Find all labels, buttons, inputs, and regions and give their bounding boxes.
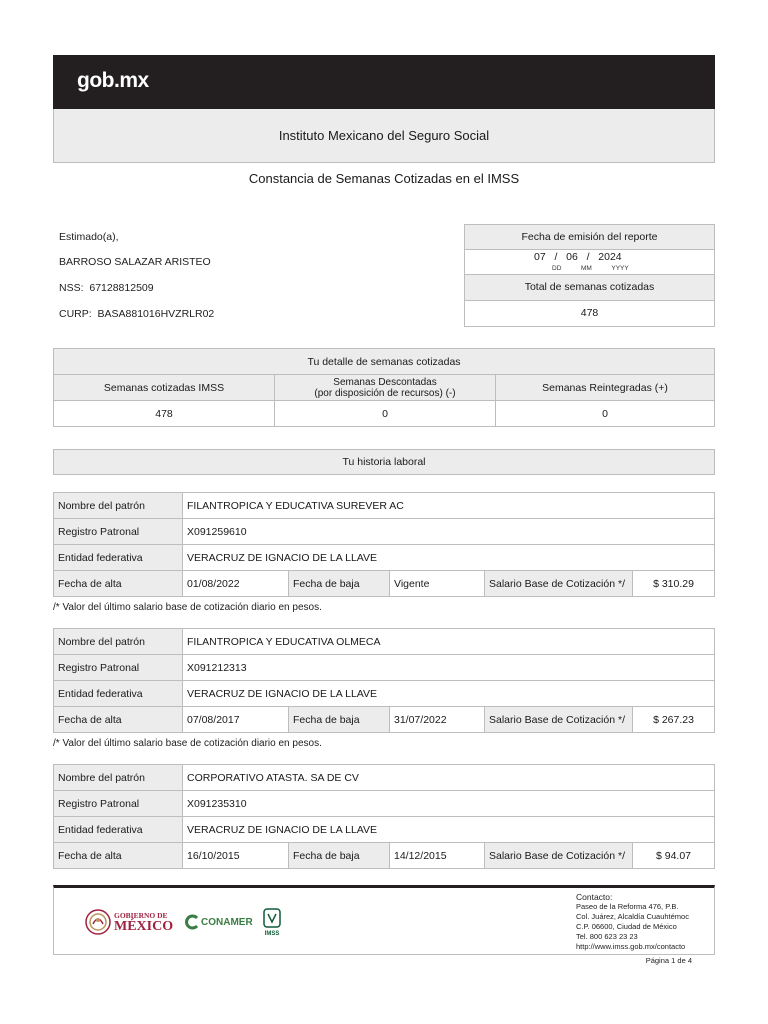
col-weeks-reinstated: Semanas Reintegradas (+) <box>496 375 715 401</box>
registry-label: Registro Patronal <box>54 519 183 545</box>
employer-label: Nombre del patrón <box>54 493 183 519</box>
state-value: VERACRUZ DE IGNACIO DE LA LLAVE <box>183 817 715 843</box>
day-format: DD <box>552 265 562 272</box>
report-day: 07 <box>534 251 546 263</box>
col-weeks-imss: Semanas cotizadas IMSS <box>54 375 275 401</box>
gobierno-mexico-logo <box>84 908 174 941</box>
contact-line: Tel. 800 623 23 23 <box>576 932 638 941</box>
total-weeks-label: Total de semanas cotizadas <box>465 275 714 301</box>
contact-line: Paseo de la Reforma 476, P.B. <box>576 902 679 911</box>
salary-note: /* Valor del último salario base de cotización diario en pesos. <box>53 738 322 749</box>
registry-label: Registro Patronal <box>54 655 183 681</box>
state-value: VERACRUZ DE IGNACIO DE LA LLAVE <box>183 681 715 707</box>
start-date-value: 07/08/2017 <box>183 707 289 733</box>
gobmx-header <box>53 55 715 109</box>
total-weeks-value: 478 <box>580 307 599 319</box>
state-label: Entidad federativa <box>54 681 183 707</box>
conamer-icon <box>184 914 200 930</box>
salary-note: /* Valor del último salario base de cotización diario en pesos. <box>53 602 322 613</box>
col-discounted-line2: (por disposición de recursos) (-) <box>314 387 456 399</box>
salary-label: Salario Base de Cotización */ <box>485 571 633 597</box>
gobierno-line2: MÉXICO <box>114 919 174 934</box>
weeks-discounted-value: 0 <box>275 401 496 427</box>
registry-value: X091235310 <box>183 791 715 817</box>
document-title: Constancia de Semanas Cotizadas en el IMSS <box>248 171 520 186</box>
end-date-label: Fecha de baja <box>289 843 390 869</box>
salary-value: $ 267.23 <box>633 707 715 733</box>
employer-value: FILANTROPICA Y EDUCATIVA OLMECA <box>183 629 715 655</box>
conamer-text: CONAMER <box>201 916 253 928</box>
weeks-reinstated-value: 0 <box>496 401 715 427</box>
nss-label: NSS: <box>59 282 84 294</box>
start-date-label: Fecha de alta <box>54 707 183 733</box>
recipient-name: BARROSO SALAZAR ARISTEO <box>59 256 211 268</box>
report-box <box>464 224 715 327</box>
salary-label: Salario Base de Cotización */ <box>485 707 633 733</box>
nss-value: 67128812509 <box>89 282 154 294</box>
weeks-detail-table <box>53 348 715 427</box>
contact-link[interactable]: http://www.imss.gob.mx/contacto <box>576 942 686 951</box>
curp-value: BASA881016HVZRLR02 <box>97 308 215 320</box>
employer-label: Nombre del patrón <box>54 629 183 655</box>
nss-line <box>59 282 154 294</box>
curp-label: CURP: <box>59 308 92 320</box>
state-value: VERACRUZ DE IGNACIO DE LA LLAVE <box>183 545 715 571</box>
state-label: Entidad federativa <box>54 545 183 571</box>
end-date-value: 14/12/2015 <box>390 843 485 869</box>
contact-line: C.P. 06600, Ciudad de México <box>576 922 677 931</box>
gobierno-line1: GOBIERNO DE <box>114 911 168 920</box>
end-date-value: Vigente <box>390 571 485 597</box>
salary-value: $ 94.07 <box>633 843 715 869</box>
work-history-title: Tu historia laboral <box>53 449 715 475</box>
employer-value: CORPORATIVO ATASTA. SA DE CV <box>183 765 715 791</box>
registry-label: Registro Patronal <box>54 791 183 817</box>
report-date <box>465 250 714 275</box>
registry-value: X091259610 <box>183 519 715 545</box>
start-date-value: 16/10/2015 <box>183 843 289 869</box>
state-label: Entidad federativa <box>54 817 183 843</box>
gobmx-logo[interactable] <box>77 69 149 93</box>
institute-name: Instituto Mexicano del Seguro Social <box>278 128 490 143</box>
end-date-label: Fecha de baja <box>289 571 390 597</box>
imss-eagle-icon <box>262 908 282 928</box>
job-table <box>53 492 715 597</box>
col-discounted-line1: Semanas Descontadas <box>333 376 437 388</box>
salary-value: $ 310.29 <box>633 571 715 597</box>
end-date-label: Fecha de baja <box>289 707 390 733</box>
report-month: 06 <box>566 251 578 263</box>
report-date-format <box>552 265 629 272</box>
year-format: YYYY <box>611 265 629 272</box>
col-weeks-discounted <box>275 375 496 401</box>
start-date-label: Fecha de alta <box>54 843 183 869</box>
report-date-label: Fecha de emisión del reporte <box>465 225 714 250</box>
start-date-label: Fecha de alta <box>54 571 183 597</box>
date-sep-1: / <box>554 251 558 263</box>
weeks-imss-value: 478 <box>54 401 275 427</box>
job-table <box>53 628 715 733</box>
footer <box>53 885 715 955</box>
imss-text: IMSS <box>264 931 280 937</box>
report-year: 2024 <box>598 251 622 263</box>
month-format: MM <box>581 265 592 272</box>
conamer-logo <box>184 914 253 930</box>
contact-title: Contacto: <box>576 892 613 902</box>
greeting: Estimado(a), <box>59 231 119 243</box>
logo-dot: . <box>113 69 120 92</box>
logo-main: gob <box>77 69 114 92</box>
page-number: Página 1 de 4 <box>645 956 692 965</box>
job-table <box>53 764 715 869</box>
curp-line <box>59 308 214 320</box>
employer-value: FILANTROPICA Y EDUCATIVA SUREVER AC <box>183 493 715 519</box>
detail-title: Tu detalle de semanas cotizadas <box>54 349 715 375</box>
start-date-value: 01/08/2022 <box>183 571 289 597</box>
salary-label: Salario Base de Cotización */ <box>485 843 633 869</box>
contact-block <box>576 892 689 952</box>
date-sep-2: / <box>586 251 590 263</box>
contact-line: Col. Juárez, Alcaldía Cuauhtémoc <box>576 912 689 921</box>
end-date-value: 31/07/2022 <box>390 707 485 733</box>
report-date-values <box>534 251 622 263</box>
employer-label: Nombre del patrón <box>54 765 183 791</box>
coat-of-arms-icon <box>84 908 112 936</box>
imss-logo <box>260 908 284 937</box>
registry-value: X091212313 <box>183 655 715 681</box>
institute-banner <box>53 109 715 163</box>
logo-tail: mx <box>119 69 149 92</box>
